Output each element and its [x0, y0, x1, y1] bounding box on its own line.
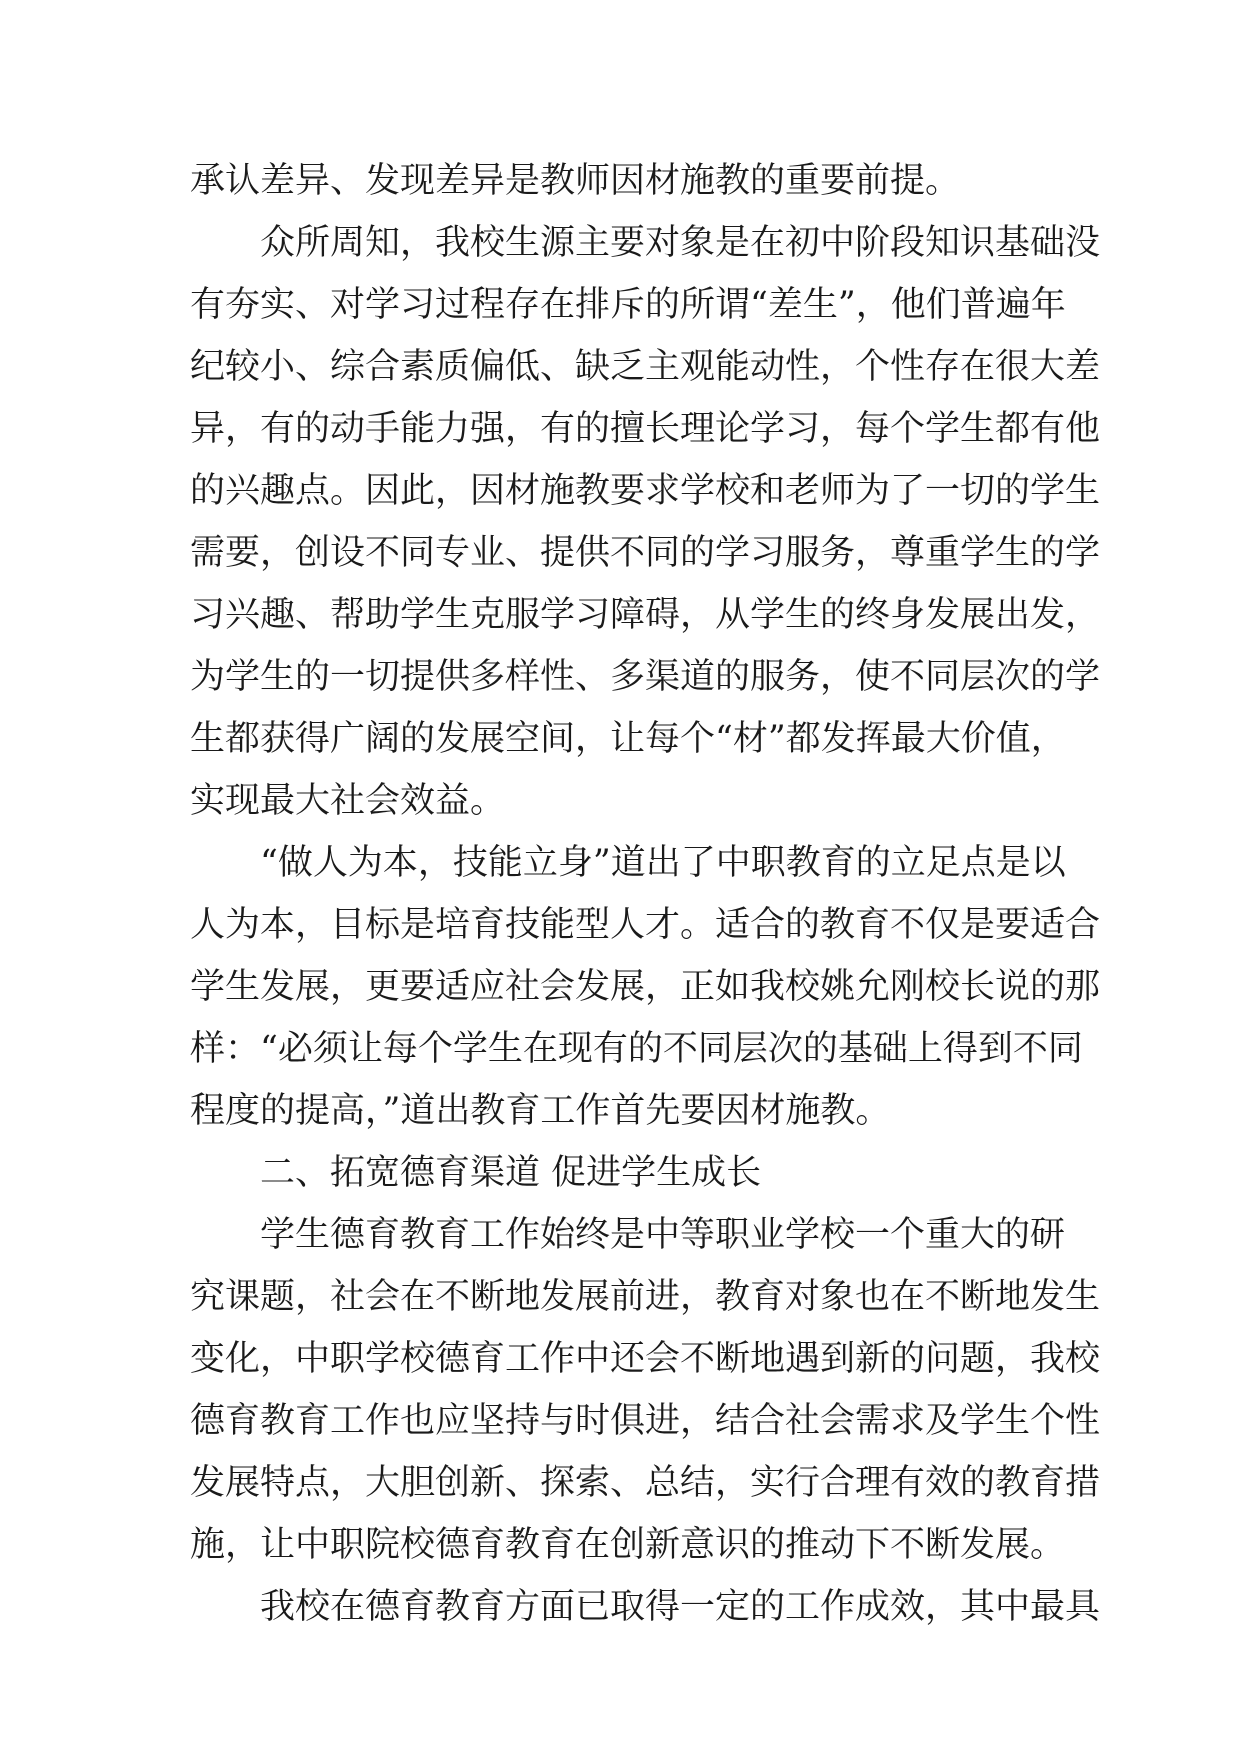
- paragraph-first-line: 我校在德育教育方面已取得一定的工作成效，其中最具: [260, 1587, 1101, 1627]
- paragraph-line: 承认差异、发现差异是教师因材施教的重要前提。: [190, 161, 961, 201]
- paragraph-line: 究课题，社会在不断地发展前进，教育对象也在不断地发生: [190, 1277, 1101, 1317]
- paragraph-line: 的兴趣点。因此，因材施教要求学校和老师为了一切的学生: [190, 471, 1101, 511]
- paragraph-line: 德育教育工作也应坚持与时俱进，结合社会需求及学生个性: [190, 1401, 1101, 1441]
- paragraph-line: 生都获得广阔的发展空间，让每个“材”都发挥最大价值，: [190, 719, 1066, 759]
- paragraph-line: 习兴趣、帮助学生克服学习障碍，从学生的终身发展出发，: [190, 595, 1101, 635]
- paragraph-line: 为学生的一切提供多样性、多渠道的服务，使不同层次的学: [190, 657, 1101, 697]
- paragraph-line: 需要，创设不同专业、提供不同的学习服务，尊重学生的学: [190, 533, 1101, 573]
- paragraph-line: 异，有的动手能力强，有的擅长理论学习，每个学生都有他: [190, 409, 1101, 449]
- paragraph-first-line: 学生德育教育工作始终是中等职业学校一个重大的研: [260, 1215, 1066, 1255]
- paragraph-line: 人为本，目标是培育技能型人才。适合的教育不仅是要适合: [190, 905, 1101, 945]
- paragraph-line: 有夯实、对学习过程存在排斥的所谓“差生”，他们普遍年: [190, 285, 1066, 325]
- document-body: [190, 150, 1101, 1638]
- paragraph-line: 发展特点，大胆创新、探索、总结，实行合理有效的教育措: [190, 1463, 1101, 1503]
- paragraph-first-line: “做人为本，技能立身”道出了中职教育的立足点是以: [260, 843, 1066, 883]
- paragraph-line: 程度的提高，”道出教育工作首先要因材施教。: [190, 1091, 891, 1131]
- section-heading: 二、拓宽德育渠道 促进学生成长: [260, 1153, 762, 1193]
- paragraph-line: 样：“必须让每个学生在现有的不同层次的基础上得到不同: [190, 1029, 1083, 1069]
- paragraph-first-line: 众所周知，我校生源主要对象是在初中阶段知识基础没: [260, 223, 1101, 263]
- paragraph-line: 施，让中职院校德育教育在创新意识的推动下不断发展。: [190, 1525, 1066, 1565]
- paragraph-line: 学生发展，更要适应社会发展，正如我校姚允刚校长说的那: [190, 967, 1101, 1007]
- paragraph-line: 实现最大社会效益。: [190, 781, 506, 821]
- paragraph-line: 纪较小、综合素质偏低、缺乏主观能动性，个性存在很大差: [190, 347, 1101, 387]
- paragraph-line: 变化，中职学校德育工作中还会不断地遇到新的问题，我校: [190, 1339, 1101, 1379]
